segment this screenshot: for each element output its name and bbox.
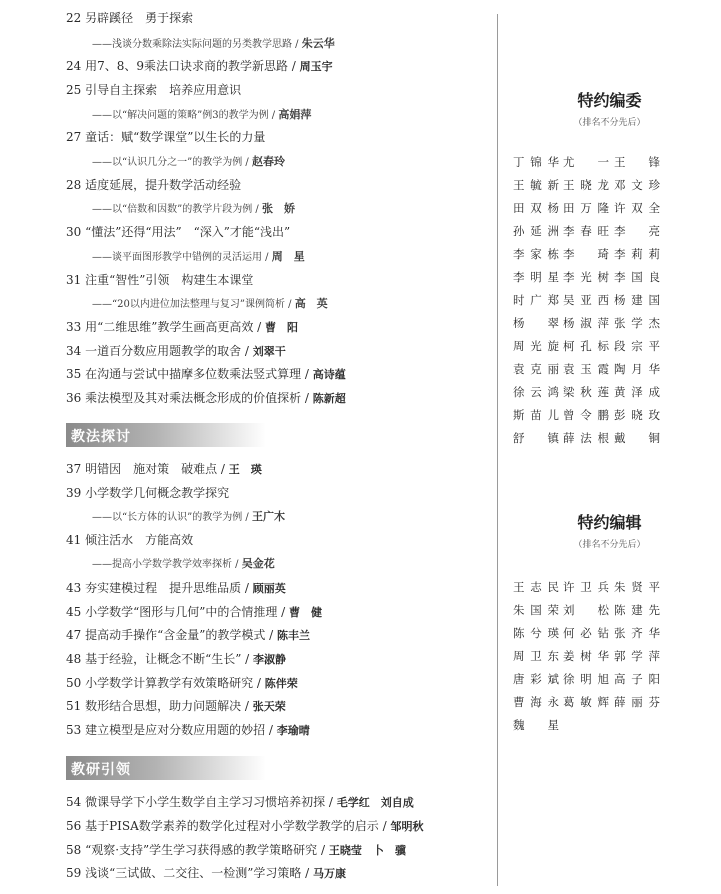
person-name: 杨 翠 (513, 316, 559, 330)
person-name: 唐彩斌 (513, 672, 559, 686)
toc-author: 毛学红 刘自成 (336, 796, 414, 809)
person-name: 李 琦 (563, 247, 609, 261)
toc-author: 张 娇 (261, 202, 295, 215)
toc-entry[interactable]: 43 夯实建模过程 提升思维品质 / 顾丽英 (66, 581, 286, 595)
person-name: 曾令鹏 (563, 408, 609, 422)
toc-entry[interactable]: 47 提高动手操作“含金量”的教学模式 / 陈丰兰 (66, 628, 311, 642)
toc-entry[interactable]: 53 建立模型是应对分数应用题的妙招 / 李瑜晴 (66, 723, 310, 737)
person-name: 郭学萍 (614, 649, 660, 663)
person-name: 丁锦华 (513, 155, 559, 169)
person-name: 周卫东 (513, 649, 559, 663)
name-row (513, 361, 673, 377)
name-row (513, 246, 673, 262)
toc-author: 高娟萍 (278, 108, 312, 121)
toc-subtitle[interactable]: ——谈平面图形教学中错例的灵活运用 / 周 星 (92, 250, 305, 263)
toc-author: 周玉宇 (299, 60, 333, 73)
person-name: 姜树华 (563, 649, 609, 663)
name-row (513, 625, 673, 641)
toc-entry[interactable]: 28 适度延展，提升数学活动经验 (66, 178, 242, 192)
person-name: 徐云鸿 (513, 385, 559, 399)
person-name: 杨建国 (614, 293, 660, 307)
toc-entry[interactable]: 35 在沟通与尝试中描摩多位数乘法竖式算理 / 高诗蕴 (66, 367, 346, 381)
person-name: 杨淑萍 (563, 316, 609, 330)
person-name: 许卫兵 (563, 580, 609, 594)
person-name: 李家栋 (513, 247, 559, 261)
toc-entry[interactable]: 51 数形结合思想，助力问题解决 / 张天荣 (66, 699, 286, 713)
name-row (513, 223, 673, 239)
person-name: 田双杨 (513, 201, 559, 215)
toc-author: 高诗蕴 (312, 368, 346, 381)
name-row (513, 292, 673, 308)
toc-author: 朱云华 (301, 37, 335, 50)
toc-author: 王 瑛 (228, 463, 262, 476)
toc-author: 顾丽英 (252, 582, 286, 595)
toc-subtitle[interactable]: ——“20以内进位加法整理与复习”课例简析 / 高 英 (92, 297, 328, 310)
toc-author: 邹明秋 (390, 820, 424, 833)
person-name: 李明星 (513, 270, 559, 284)
person-name: 李春旺 (563, 224, 609, 238)
name-row (513, 648, 673, 664)
name-row (513, 154, 673, 170)
section-header-teaching-methods: 教法探讨 (66, 423, 266, 447)
person-name: 李 亮 (614, 224, 660, 238)
person-name: 高子阳 (614, 672, 660, 686)
person-name: 袁克丽 (513, 362, 559, 376)
person-name: 朱贤平 (614, 580, 660, 594)
name-row (513, 407, 673, 423)
person-name: 王毓新 (513, 178, 559, 192)
toc-entry[interactable]: 22 另辟蹊径 勇于探索 (66, 11, 194, 25)
column-divider (497, 14, 498, 886)
toc-author: 赵春玲 (251, 155, 285, 168)
toc-author: 曹 阳 (265, 321, 299, 334)
person-name: 何必钻 (563, 626, 609, 640)
contributing-editors-title: 特约编辑 (577, 513, 642, 532)
toc-author: 高 英 (294, 297, 328, 310)
person-name: 徐明旭 (563, 672, 609, 686)
person-name: 王晓龙 (563, 178, 609, 192)
person-name: 刘 松 (563, 603, 609, 617)
person-name: 舒 镇 (513, 431, 559, 445)
toc-entry[interactable]: 30 “懂法”还得“用法” “深入”才能“浅出” (66, 225, 291, 239)
person-name: 周光旋 (513, 339, 559, 353)
toc-entry[interactable]: 45 小学数学“图形与几何”中的合情推理 / 曹 健 (66, 605, 323, 619)
person-name: 王志民 (513, 580, 559, 594)
toc-author: 李淑静 (253, 653, 287, 666)
person-name: 孙延洲 (513, 224, 559, 238)
name-row (513, 338, 673, 354)
toc-entry[interactable]: 34 一道百分数应用题教学的取舍 / 刘翠干 (66, 344, 286, 358)
person-name: 曹海永 (513, 695, 559, 709)
toc-author: 张天荣 (252, 700, 286, 713)
contributing-editors-note: （排名不分先后） (573, 540, 646, 550)
person-name: 吴亚西 (563, 293, 609, 307)
toc-author: 王广木 (251, 510, 285, 523)
toc-subtitle[interactable]: ——以“长方体的认识”的教学为例 / 王广木 (92, 510, 285, 523)
name-row (513, 717, 673, 733)
toc-author: 刘翠干 (252, 345, 286, 358)
toc-entry[interactable]: 41 倾注活水 方能高效 (66, 533, 194, 547)
person-name: 葛敏辉 (563, 695, 609, 709)
person-name: 陶月华 (614, 362, 660, 376)
person-name: 张齐华 (614, 626, 660, 640)
person-name: 斯苗儿 (513, 408, 559, 422)
person-name: 田万隆 (563, 201, 609, 215)
toc-entry[interactable]: 31 注重“智性”引领 构建生本课堂 (66, 273, 254, 287)
editorial-board-title: 特约编委 (577, 91, 642, 110)
person-name: 李国良 (614, 270, 660, 284)
toc-entry[interactable]: 33 用“二维思维”教学生画高更高效 / 曹 阳 (66, 320, 299, 334)
person-name: 朱国荣 (513, 603, 559, 617)
editorial-board-note: （排名不分先后） (573, 118, 646, 128)
person-name: 尤 一 (563, 155, 609, 169)
toc-author: 曹 健 (289, 606, 323, 619)
toc-author: 陈丰兰 (277, 629, 311, 642)
person-name: 梁秋莲 (563, 385, 609, 399)
person-name: 袁玉霞 (563, 362, 609, 376)
person-name: 柯孔标 (563, 339, 609, 353)
toc-entry[interactable]: 56 基于PISA数学素养的数学化过程对小学数学教学的启示 / 邹明秋 (66, 819, 424, 833)
person-name: 李莉莉 (614, 247, 660, 261)
name-row (513, 430, 673, 446)
toc-subtitle[interactable]: ——浅谈分数乘除法实际问题的另类教学思路 / 朱云华 (92, 37, 335, 50)
toc-entry[interactable]: 36 乘法模型及其对乘法概念形成的价值探析 / 陈新超 (66, 391, 346, 405)
person-name: 时广郑 (513, 293, 559, 307)
toc-author: 陈伴荣 (264, 677, 298, 690)
toc-author: 吴金花 (241, 557, 275, 570)
name-row (513, 315, 673, 331)
name-row (513, 269, 673, 285)
toc-entry[interactable]: 25 引导自主探索 培养应用意识 (66, 83, 242, 97)
toc-author: 陈新超 (312, 392, 346, 405)
person-name: 薛丽芬 (614, 695, 660, 709)
toc-subtitle[interactable]: ——以“倍数和因数”的教学片段为例 / 张 娇 (92, 202, 295, 215)
toc-entry[interactable]: 27 童话：赋“数学课堂”以生长的力量 (66, 130, 266, 144)
toc-entry[interactable]: 50 小学数学计算教学有效策略研究 / 陈伴荣 (66, 676, 298, 690)
toc-entry[interactable]: 39 小学数学几何概念教学探究 (66, 486, 230, 500)
toc-entry[interactable]: 37 明错因 施对策 破难点 / 王 瑛 (66, 462, 262, 476)
person-name: 魏 星 (513, 718, 559, 732)
toc-author: 王晓莹 卜 骥 (328, 844, 406, 857)
person-name: 黄泽成 (614, 385, 660, 399)
toc-entry[interactable]: 48 基于经验，让概念不断“生长” / 李淑静 (66, 652, 287, 666)
name-row (513, 177, 673, 193)
name-row (513, 602, 673, 618)
person-name: 彭晓玫 (614, 408, 660, 422)
toc-author: 马万康 (313, 867, 347, 880)
person-name: 邓文珍 (614, 178, 660, 192)
person-name: 李光树 (563, 270, 609, 284)
person-name: 陈建先 (614, 603, 660, 617)
section-header-teaching-research: 教研引领 (66, 756, 266, 780)
toc-entry[interactable]: 58 “观察·支持”学生学习获得感的教学策略研究 / 王晓莹 卜 骥 (66, 843, 406, 857)
person-name: 薛法根 (563, 431, 609, 445)
person-name: 王 锋 (614, 155, 660, 169)
toc-author: 周 星 (271, 250, 305, 263)
name-row (513, 694, 673, 710)
person-name: 张学杰 (614, 316, 660, 330)
name-row (513, 579, 673, 595)
person-name: 段宗平 (614, 339, 660, 353)
name-row (513, 671, 673, 687)
name-row (513, 200, 673, 216)
person-name: 戴 铜 (614, 431, 660, 445)
toc-subtitle[interactable]: ——以“认识几分之一”的教学为例 / 赵春玲 (92, 155, 285, 168)
toc-subtitle[interactable]: ——提高小学数学教学效率探析 / 吴金花 (92, 557, 275, 570)
toc-entry[interactable]: 54 微课导学下小学生数学自主学习习惯培养初探 / 毛学红 刘自成 (66, 795, 414, 809)
toc-entry[interactable]: 59 浅谈“三试做、二交往、一检测”学习策略 / 马万康 (66, 866, 347, 880)
toc-author: 李瑜晴 (276, 724, 310, 737)
toc-subtitle[interactable]: ——以“解决问题的策略”例3的教学为例 / 高娟萍 (92, 108, 312, 121)
person-name: 许双全 (614, 201, 660, 215)
toc-entry[interactable]: 24 用7、8、9乘法口诀求商的教学新思路 / 周玉宇 (66, 59, 333, 73)
name-row (513, 384, 673, 400)
person-name: 陈兮瑛 (513, 626, 559, 640)
